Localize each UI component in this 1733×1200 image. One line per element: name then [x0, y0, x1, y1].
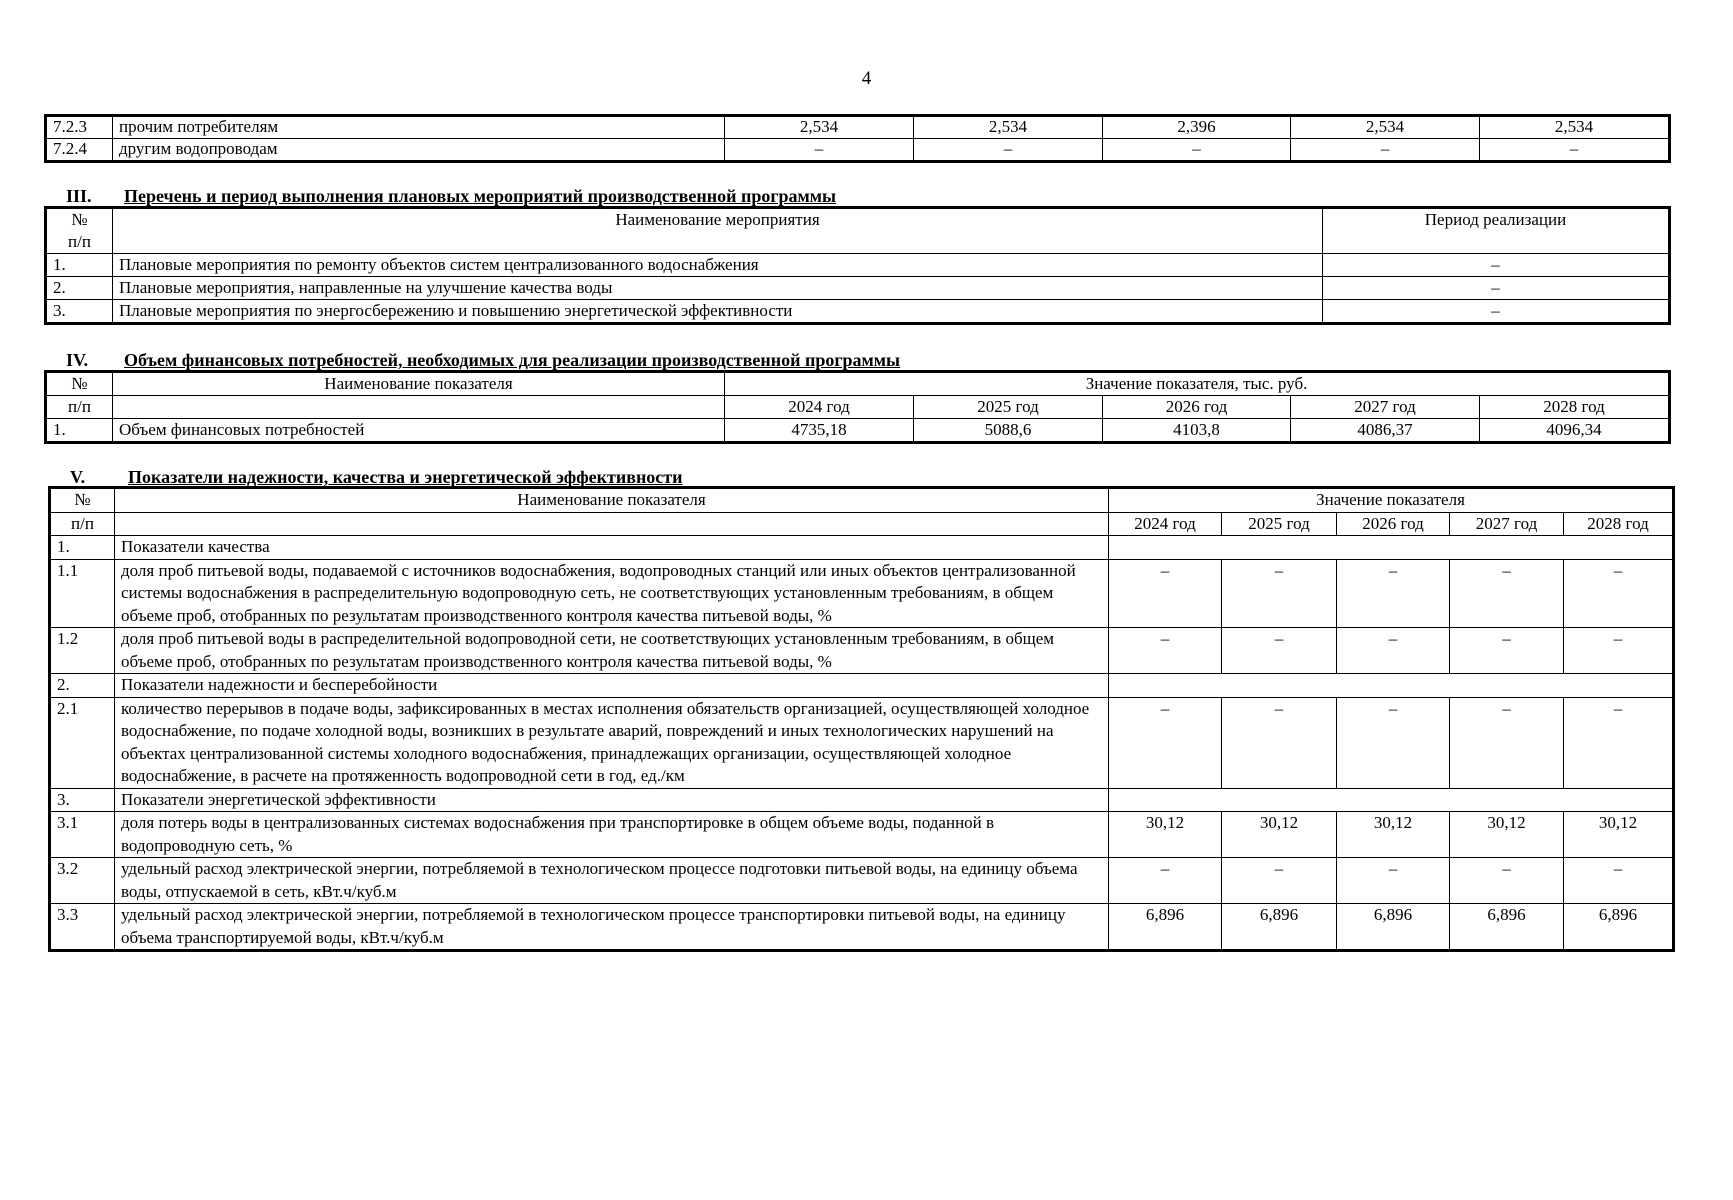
row-value: 30,12 [1564, 812, 1673, 858]
row-value: – [1564, 858, 1673, 904]
row-value: 6,896 [1109, 904, 1222, 950]
row-number: 3. [51, 788, 115, 812]
section-4-title [66, 350, 900, 372]
row-value: 30,12 [1337, 812, 1450, 858]
row-number: 1.2 [51, 628, 115, 674]
row-number: 2.1 [51, 697, 115, 788]
row-value: – [1564, 559, 1673, 628]
header-value: Значение показателя, тыс. руб. [725, 373, 1669, 396]
row-value: – [1337, 559, 1450, 628]
section-number: IV. [66, 350, 89, 370]
row-empty-span [1109, 788, 1673, 812]
row-number: 7.2.3 [47, 117, 113, 139]
table-header-row [47, 209, 1669, 254]
row-value: – [1337, 858, 1450, 904]
row-value: 4096,34 [1480, 419, 1669, 442]
header-year: 2025 год [914, 396, 1103, 419]
row-name: Плановые мероприятия по ремонту объектов систем централизованного водоснабжения [113, 254, 1323, 277]
row-empty-span [1109, 536, 1673, 560]
table-row [47, 254, 1669, 277]
table-row [51, 536, 1673, 560]
section-5-title [70, 467, 683, 489]
row-value: – [725, 139, 914, 161]
table-row [51, 812, 1673, 858]
page-number: 4 [861, 68, 872, 89]
row-value: – [1109, 697, 1222, 788]
measures-table [46, 208, 1669, 323]
indicators-table [50, 488, 1673, 950]
row-value: – [1450, 697, 1564, 788]
table-row [51, 858, 1673, 904]
row-value: – [1450, 559, 1564, 628]
table-row [51, 788, 1673, 812]
row-value: 4735,18 [725, 419, 914, 442]
row-value: 30,12 [1450, 812, 1564, 858]
table-row [47, 277, 1669, 300]
row-number: 3. [47, 300, 113, 323]
row-value: – [1222, 628, 1337, 674]
row-value: 30,12 [1222, 812, 1337, 858]
row-value: 2,534 [1480, 117, 1669, 139]
row-value: – [1337, 697, 1450, 788]
row-value: – [1337, 628, 1450, 674]
row-number: 2. [51, 674, 115, 698]
row-period: – [1323, 277, 1669, 300]
financial-table [46, 372, 1669, 442]
header-year: 2028 год [1480, 396, 1669, 419]
header-name: Наименование мероприятия [113, 209, 1323, 254]
header-value: Значение показателя [1109, 489, 1673, 513]
header-period: Период реализации [1323, 209, 1669, 254]
table-row [47, 300, 1669, 323]
row-period: – [1323, 300, 1669, 323]
header-name-sub [115, 512, 1109, 536]
row-value: 5088,6 [914, 419, 1103, 442]
row-name: другим водопроводам [113, 139, 725, 161]
header-number-sub: п/п [51, 512, 115, 536]
row-name: доля проб питьевой воды в распределительной водопроводной сети, не соответствующих установленным требованиям, в общем объеме проб, отобранных по результатам производственного контроля качества питьевой воды, % [115, 628, 1109, 674]
header-number: № п/п [47, 209, 113, 254]
table-row [51, 559, 1673, 628]
row-name: Показатели качества [115, 536, 1109, 560]
row-number: 1. [51, 536, 115, 560]
header-number: № [47, 373, 113, 396]
row-name: доля потерь воды в централизованных системах водоснабжения при транспортировке в общем объеме воды, поданной в водопроводную сеть, % [115, 812, 1109, 858]
table-header-row [47, 396, 1669, 419]
table-row [47, 139, 1669, 161]
row-name: Объем финансовых потребностей [113, 419, 725, 442]
header-year: 2024 год [725, 396, 914, 419]
row-name: доля проб питьевой воды, подаваемой с источников водоснабжения, водопроводных станций или иных объектов централизованной системы водоснабжения в распределительную водопроводную сеть, не соответствующих установленным требованиям, в общем объеме проб, отобранных по результатам производственного контроля качества питьевой воды, % [115, 559, 1109, 628]
section-number: V. [70, 467, 86, 487]
header-year: 2024 год [1109, 512, 1222, 536]
row-value: – [1480, 139, 1669, 161]
row-name: Показатели надежности и бесперебойности [115, 674, 1109, 698]
row-period: – [1323, 254, 1669, 277]
header-year: 2026 год [1337, 512, 1450, 536]
row-number: 2. [47, 277, 113, 300]
table-row [51, 697, 1673, 788]
header-name: Наименование показателя [113, 373, 725, 396]
section-number: III. [66, 186, 92, 206]
row-name: Показатели энергетической эффективности [115, 788, 1109, 812]
section-3-title [66, 186, 836, 208]
row-value: – [1564, 697, 1673, 788]
row-value: – [1450, 858, 1564, 904]
row-value: 4103,8 [1103, 419, 1291, 442]
row-value: – [1109, 559, 1222, 628]
header-name-sub [113, 396, 725, 419]
table-header-row [51, 489, 1673, 513]
row-value: – [1291, 139, 1480, 161]
row-value: 2,396 [1103, 117, 1291, 139]
row-name: количество перерывов в подаче воды, зафиксированных в местах исполнения обязательств организацией, осуществляющей холодное водоснабжение, по подаче холодной воды, возникших в результате аварий, повреждений и иных технологических нарушений на объектах централизованной системы холодного водоснабжения, принадлежащих организации, осуществляющей холодное водоснабжение, в расчете на протяженность водопроводной сети в год, ед./км [115, 697, 1109, 788]
section-title-text: Объем финансовых потребностей, необходимых для реализации производственной программы [124, 350, 901, 370]
row-value: 6,896 [1564, 904, 1673, 950]
header-year: 2025 год [1222, 512, 1337, 536]
row-value: 2,534 [914, 117, 1103, 139]
table-row [51, 904, 1673, 950]
row-empty-span [1109, 674, 1673, 698]
row-value: 30,12 [1109, 812, 1222, 858]
row-number: 3.2 [51, 858, 115, 904]
header-year: 2027 год [1291, 396, 1480, 419]
header-number-sub: п/п [47, 396, 113, 419]
table-row [51, 628, 1673, 674]
row-name: удельный расход электрической энергии, потребляемой в технологическом процессе транспортировки питьевой воды, на единицу объема транспортируемой воды, кВт.ч/куб.м [115, 904, 1109, 950]
row-value: – [1450, 628, 1564, 674]
row-value: – [1109, 628, 1222, 674]
row-value: 6,896 [1450, 904, 1564, 950]
row-value: – [1109, 858, 1222, 904]
header-year: 2026 год [1103, 396, 1291, 419]
row-value: 6,896 [1222, 904, 1337, 950]
row-value: 4086,37 [1291, 419, 1480, 442]
row-number: 3.1 [51, 812, 115, 858]
table-header-row [47, 373, 1669, 396]
row-value: – [1564, 628, 1673, 674]
row-value: – [1222, 559, 1337, 628]
table-row [47, 117, 1669, 139]
row-name: Плановые мероприятия по энергосбережению и повышению энергетической эффективности [113, 300, 1323, 323]
row-value: – [914, 139, 1103, 161]
header-name: Наименование показателя [115, 489, 1109, 513]
row-name: прочим потребителям [113, 117, 725, 139]
row-number: 1. [47, 419, 113, 442]
header-year: 2027 год [1450, 512, 1564, 536]
header-year: 2028 год [1564, 512, 1673, 536]
section-title-text: Показатели надежности, качества и энергетической эффективности [128, 467, 683, 487]
row-value: 2,534 [725, 117, 914, 139]
row-number: 1.1 [51, 559, 115, 628]
row-value: – [1222, 697, 1337, 788]
table-row [47, 419, 1669, 442]
row-name: удельный расход электрической энергии, потребляемой в технологическом процессе подготовки питьевой воды, на единицу объема воды, отпускаемой в сеть, кВт.ч/куб.м [115, 858, 1109, 904]
row-number: 7.2.4 [47, 139, 113, 161]
row-name: Плановые мероприятия, направленные на улучшение качества воды [113, 277, 1323, 300]
table-row [51, 674, 1673, 698]
row-value: 6,896 [1337, 904, 1450, 950]
row-value: – [1222, 858, 1337, 904]
table-header-row [51, 512, 1673, 536]
row-number: 1. [47, 254, 113, 277]
continuation-table [46, 116, 1669, 161]
row-value: 2,534 [1291, 117, 1480, 139]
header-number: № [51, 489, 115, 513]
row-value: – [1103, 139, 1291, 161]
section-title-text: Перечень и период выполнения плановых мероприятий производственной программы [124, 186, 837, 206]
row-number: 3.3 [51, 904, 115, 950]
